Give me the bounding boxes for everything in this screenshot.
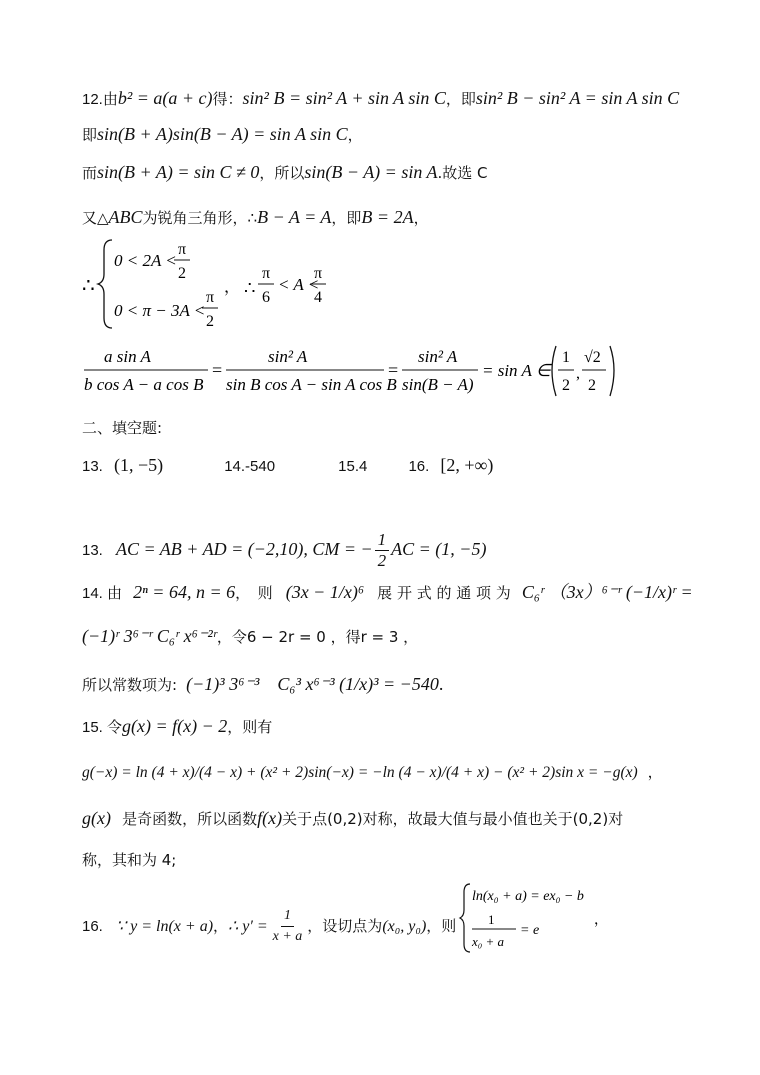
system-row-2-rhs: = e	[520, 923, 540, 938]
math-expr: (3x − 1/x)⁶	[285, 582, 365, 602]
frac-den: 2	[588, 377, 596, 394]
answer-13-label: 13.	[82, 458, 103, 475]
text: ，令6 − 2r = 0 ，得r = 3 ，	[216, 628, 419, 646]
range-mid: < A <	[278, 275, 320, 294]
text: ，则	[426, 917, 457, 935]
math-expr: b² = a(a + c)	[117, 88, 213, 108]
answer-15: 15.4	[338, 458, 368, 475]
frac-den: b cos A − a cos B	[84, 375, 204, 394]
text: ，	[413, 209, 429, 227]
math-expr: sin(B − A) = sin A	[304, 162, 438, 182]
text: ，即	[331, 209, 362, 227]
solution-15-b	[82, 762, 663, 783]
math-expr: (−1)ʳ 3⁶⁻ʳ C₆ʳ x⁶⁻²ʳ	[82, 626, 217, 646]
frac-den: sin(B − A)	[402, 375, 474, 394]
answer-14: 14.-540	[224, 458, 276, 475]
section-heading: 二、填空题:	[82, 419, 163, 437]
text: ，	[213, 917, 229, 935]
text: ，所以	[259, 164, 305, 182]
text: ，	[647, 763, 663, 781]
math-expr: sin² B − sin² A = sin A sin C	[475, 88, 680, 108]
solution-16	[82, 906, 456, 947]
math-expr: ∵ y = ln(x + a)	[115, 918, 214, 935]
math-expr: AC = (1, −5)	[391, 539, 487, 559]
text: 又△	[82, 209, 109, 227]
frac-num: a sin A	[104, 347, 151, 366]
frac-num: sin² A	[418, 347, 458, 366]
math-expr: B − A = A	[257, 207, 332, 227]
frac-num: 1	[488, 912, 495, 927]
text: .	[438, 674, 444, 694]
problem-number: 15. 令	[82, 719, 123, 736]
system-row-1: 0 < 2A <	[114, 251, 177, 270]
frac-den: 6	[262, 289, 270, 306]
answers-row	[82, 455, 493, 477]
text: 展 开 式 的 通 项 为	[377, 584, 511, 602]
math-expr: f(x)	[257, 808, 283, 828]
equals: =	[212, 360, 223, 380]
text: 所以常数项为:	[82, 676, 178, 694]
problem-number: 12.由	[82, 91, 118, 108]
answer-13: (1, −5)	[113, 455, 164, 475]
frac-num: 1	[562, 349, 570, 366]
math-expr: AC = AB + AD = (−2,10), CM = −	[115, 539, 373, 559]
tangent-system	[458, 880, 618, 956]
paren-right	[610, 346, 614, 396]
math-expr: ABC	[108, 207, 143, 227]
line-12-d	[82, 207, 429, 228]
fraction-chain	[82, 340, 642, 400]
fraction	[270, 906, 306, 947]
text: 得：	[212, 90, 243, 108]
tail: = sin A ∈	[482, 361, 551, 380]
solution-14-a	[82, 582, 693, 604]
frac-num: 1	[281, 906, 294, 927]
solution-14-c	[82, 674, 443, 695]
problem-number: 14. 由	[82, 585, 123, 602]
brace	[460, 884, 470, 952]
system-row-2: 0 < π − 3A <	[114, 301, 206, 320]
math-expr: g(−x) = ln (4 + x)/(4 − x) + (x² + 2)sin(−x) = −ln (4 − x)/(4 + x) − (x² + 2)sin x = −g(x)	[82, 764, 638, 781]
frac-num: π	[178, 241, 187, 258]
text: ，则有	[227, 718, 273, 736]
text: 即	[82, 126, 98, 144]
math-expr: sin(B + A)sin(B − A) = sin A sin C	[97, 124, 348, 144]
math-expr: ∴ y′ =	[228, 918, 268, 935]
fraction	[375, 530, 390, 571]
line-12-c	[82, 162, 488, 183]
text: 为锐角三角形，∴	[142, 209, 258, 227]
text: .故选 C	[437, 164, 488, 182]
frac-den: 2	[178, 265, 186, 282]
frac-den: 2	[377, 551, 387, 570]
frac-den: 4	[314, 289, 322, 306]
comma: ，	[224, 279, 241, 296]
therefore-symbol: ∴	[82, 275, 95, 297]
comma: ，	[594, 913, 608, 928]
math-expr: g(x) = f(x) − 2	[122, 716, 228, 736]
math-expr: (−1)³ 3⁶⁻³ C₆³ x⁶⁻³ (1/x)³ = −540	[186, 674, 439, 694]
math-expr: g(x)	[82, 808, 111, 828]
math-expr: C₆ʳ （3x）⁶⁻ʳ (−1/x)ʳ =	[521, 582, 693, 602]
line-12-a	[82, 88, 679, 110]
brace	[98, 240, 112, 328]
text: ， 则	[235, 584, 273, 602]
problem-number: 16.	[82, 918, 103, 935]
text: ，设切点为	[307, 917, 383, 935]
equals: =	[388, 360, 399, 380]
math-expr: 2ⁿ = 64, n = 6	[133, 582, 236, 602]
problem-number: 13.	[82, 542, 103, 559]
text: 是奇函数，所以函数	[122, 810, 258, 828]
math-expr: sin² B = sin² A + sin A sin C	[242, 88, 446, 108]
inequality-system	[82, 236, 382, 332]
frac-den: 2	[562, 377, 570, 394]
math-expr: B = 2A	[361, 207, 414, 227]
solution-15-d	[82, 850, 176, 870]
section-title	[82, 418, 162, 438]
answer-16-label: 16.	[408, 458, 430, 475]
answer-16: [2, +∞)	[440, 455, 494, 475]
frac-num: π	[314, 265, 323, 282]
frac-num: 1	[375, 530, 390, 551]
solution-15-a	[82, 716, 272, 738]
solution-14-b	[82, 626, 418, 647]
comma: ,	[576, 365, 580, 382]
math-expr: sin(B + A) = sin C ≠ 0	[97, 162, 260, 182]
frac-den: sin B cos A − sin A cos B	[226, 375, 397, 394]
system-row-1: ln(x₀ + a) = ex₀ − b	[472, 889, 584, 904]
text: 关于点(0,2)对称，故最大值与最小值也关于(0,2)对	[282, 810, 624, 828]
paren-left	[552, 346, 556, 396]
therefore-symbol: ∴	[244, 278, 256, 298]
frac-num: sin² A	[268, 347, 308, 366]
frac-den: 2	[206, 313, 214, 330]
frac-num: √2	[584, 349, 601, 366]
frac-num: π	[206, 289, 215, 306]
math-expr: (x₀, y₀)	[382, 918, 427, 935]
solution-15-c	[82, 808, 623, 829]
text: 称，其和为 4;	[82, 851, 177, 869]
text: 而	[82, 164, 98, 182]
frac-num: π	[262, 265, 271, 282]
line-12-b	[82, 124, 363, 145]
text: ，即	[445, 90, 476, 108]
solution-13	[82, 530, 486, 571]
text: ，	[347, 126, 363, 144]
frac-den: x + a	[272, 929, 303, 944]
frac-den: x₀ + a	[472, 934, 505, 949]
